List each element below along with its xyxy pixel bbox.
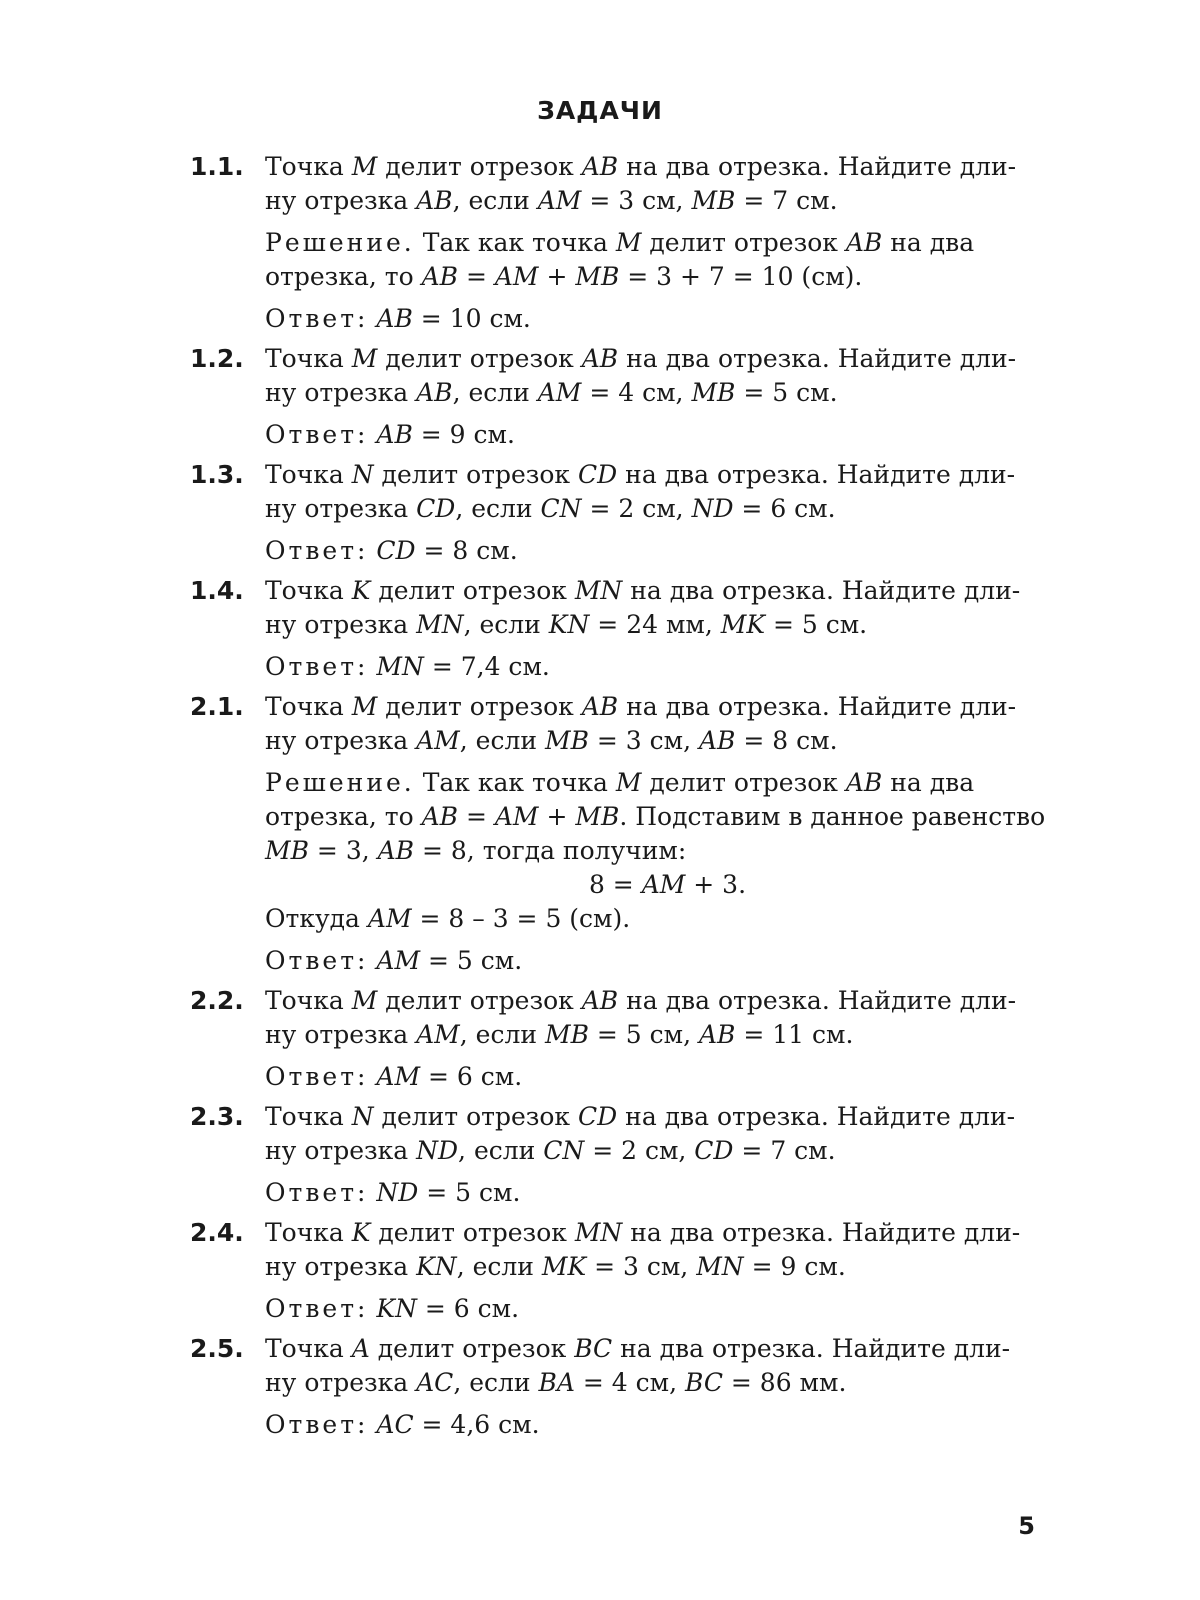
solution-line: Решение. Так как точка M делит отрезок AB на два отрезка, то AB = AM + MB. Подставим в данное равенство MB = 3, AB = 8, тогда получим: xyxy=(265,768,1046,865)
section-heading: ЗАДАЧИ xyxy=(537,96,663,125)
answer-line xyxy=(265,1176,1070,1210)
problem-number: 2.2. xyxy=(190,986,244,1015)
answer-label: Ответ: xyxy=(265,1062,369,1091)
problem-statement: Точка N делит отрезок CD на два отрезка. Найдите дли- ну отрезка CD, если CN = 2 см, ND = 6 см. xyxy=(265,460,1016,523)
problem-statement: Точка M делит отрезок AB на два отрезка. Найдите дли- ну отрезка AB, если AM = 3 см, MB = 7 см. xyxy=(265,152,1017,215)
problem-item xyxy=(190,690,1070,978)
problem-number: 2.1. xyxy=(190,692,244,721)
solution-line: 8 = AM + 3. xyxy=(588,870,747,899)
answer-line xyxy=(265,650,1070,684)
answer-line xyxy=(265,302,1070,336)
problem-item xyxy=(190,1216,1070,1326)
problem-item xyxy=(190,458,1070,568)
answer-label: Ответ: xyxy=(265,536,369,565)
answer-value: CD = 8 см. xyxy=(376,536,518,565)
answer-value: AM = 6 см. xyxy=(376,1062,523,1091)
problem-statement: Точка M делит отрезок AB на два отрезка. Найдите дли- ну отрезка AM, если MB = 3 см, AB = 8 см. xyxy=(265,692,1017,755)
problem-number: 1.3. xyxy=(190,460,244,489)
answer-line xyxy=(265,1408,1070,1442)
problem-statement: Точка K делит отрезок MN на два отрезка. Найдите дли- ну отрезка KN, если MK = 3 см, MN = 9 см. xyxy=(265,1218,1021,1281)
solution-line: Откуда AM = 8 – 3 = 5 (см). xyxy=(265,904,631,933)
solution-block xyxy=(265,766,1070,936)
problem-number: 1.4. xyxy=(190,576,244,605)
problem-statement: Точка K делит отрезок MN на два отрезка. Найдите дли- ну отрезка MN, если KN = 24 мм, MK = 5 см. xyxy=(265,576,1021,639)
solution-line: Решение. Так как точка M делит отрезок AB на два отрезка, то AB = AM + MB = 3 + 7 = 10 (см). xyxy=(265,228,975,291)
solution-label: Решение. xyxy=(265,768,415,797)
answer-label: Ответ: xyxy=(265,1410,369,1439)
answer-label: Ответ: xyxy=(265,304,369,333)
problem-statement: Точка N делит отрезок CD на два отрезка. Найдите дли- ну отрезка ND, если CN = 2 см, CD = 7 см. xyxy=(265,1102,1016,1165)
answer-label: Ответ: xyxy=(265,652,369,681)
problem-item xyxy=(190,150,1070,336)
answer-value: AB = 10 см. xyxy=(376,304,531,333)
problem-item xyxy=(190,984,1070,1094)
answer-value: AC = 4,6 см. xyxy=(376,1410,540,1439)
answer-label: Ответ: xyxy=(265,1294,369,1323)
answer-line xyxy=(265,1292,1070,1326)
problem-statement: Точка M делит отрезок AB на два отрезка. Найдите дли- ну отрезка AB, если AM = 4 см, MB = 5 см. xyxy=(265,344,1017,407)
answer-line xyxy=(265,534,1070,568)
problem-item xyxy=(190,574,1070,684)
answer-line xyxy=(265,1060,1070,1094)
problem-list xyxy=(190,150,1070,1448)
answer-value: KN = 6 см. xyxy=(376,1294,520,1323)
solution-label: Решение. xyxy=(265,228,415,257)
problem-number: 2.5. xyxy=(190,1334,244,1363)
problem-number: 2.3. xyxy=(190,1102,244,1131)
problem-statement: Точка A делит отрезок BC на два отрезка. Найдите дли- ну отрезка AC, если BA = 4 см, BC = 86 мм. xyxy=(265,1334,1011,1397)
problem-item xyxy=(190,1332,1070,1442)
answer-value: MN = 7,4 см. xyxy=(376,652,550,681)
problem-number: 1.2. xyxy=(190,344,244,373)
problem-number: 1.1. xyxy=(190,152,244,181)
problem-number: 2.4. xyxy=(190,1218,244,1247)
page-number: 5 xyxy=(1018,1512,1035,1540)
answer-value: AB = 9 см. xyxy=(376,420,515,449)
answer-label: Ответ: xyxy=(265,420,369,449)
problem-item xyxy=(190,342,1070,452)
answer-label: Ответ: xyxy=(265,946,369,975)
problem-statement: Точка M делит отрезок AB на два отрезка. Найдите дли- ну отрезка AM, если MB = 5 см, AB = 11 см. xyxy=(265,986,1017,1049)
answer-value: ND = 5 см. xyxy=(376,1178,521,1207)
answer-value: AM = 5 см. xyxy=(376,946,523,975)
problem-item xyxy=(190,1100,1070,1210)
answer-line xyxy=(265,418,1070,452)
answer-line xyxy=(265,944,1070,978)
answer-label: Ответ: xyxy=(265,1178,369,1207)
solution-block xyxy=(265,226,1070,294)
